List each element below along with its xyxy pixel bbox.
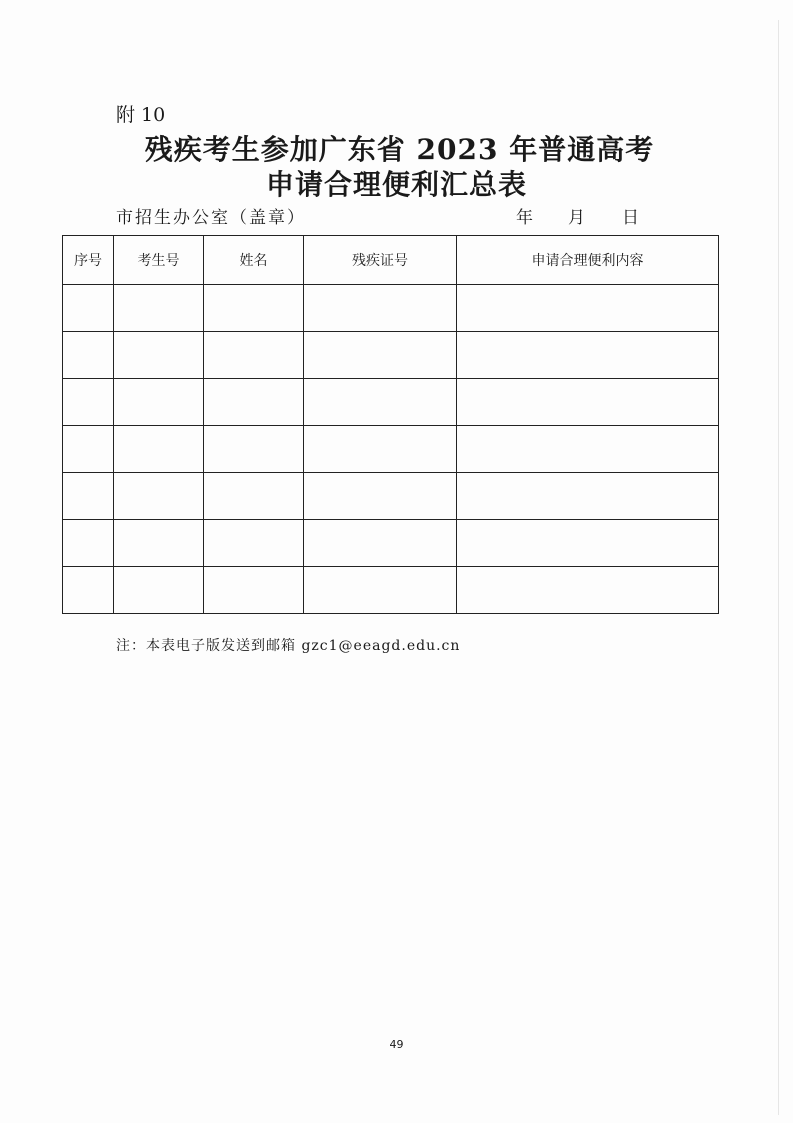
date-month-label: 月: [568, 208, 585, 228]
table-cell: [114, 332, 204, 379]
table-cell: [63, 426, 114, 473]
page-number: 49: [389, 1038, 404, 1051]
table-row: [63, 567, 719, 614]
table-row: [63, 379, 719, 426]
table-cell: [304, 520, 457, 567]
table-cell: [457, 426, 719, 473]
header-disability-certificate-number: 残疾证号: [304, 236, 457, 285]
table-cell: [114, 567, 204, 614]
table-cell: [304, 567, 457, 614]
table-cell: [457, 520, 719, 567]
table-cell: [63, 379, 114, 426]
table-header-row: [63, 236, 719, 285]
table-cell: [304, 473, 457, 520]
table-cell: [457, 473, 719, 520]
table-cell: [204, 473, 304, 520]
table-cell: [304, 379, 457, 426]
table-cell: [457, 379, 719, 426]
header-name: 姓名: [204, 236, 304, 285]
table-cell: [304, 332, 457, 379]
table-row: [63, 332, 719, 379]
document-title-line-2: 申请合理便利汇总表: [265, 168, 527, 201]
summary-table: [62, 235, 719, 614]
table-cell: [304, 426, 457, 473]
table-cell: [114, 285, 204, 332]
table-cell: [204, 379, 304, 426]
table-cell: [114, 426, 204, 473]
header-serial-number: 序号: [63, 236, 114, 285]
table-cell: [204, 567, 304, 614]
table-cell: [63, 332, 114, 379]
office-seal-label: 市招生办公室（盖章）: [116, 208, 306, 228]
annex-label: 附 10: [116, 104, 166, 126]
date-year-label: 年: [516, 208, 533, 228]
table-cell: [457, 567, 719, 614]
table-cell: [63, 567, 114, 614]
table-cell: [457, 332, 719, 379]
table-cell: [114, 379, 204, 426]
table-cell: [457, 285, 719, 332]
table-cell: [204, 426, 304, 473]
table-row: [63, 285, 719, 332]
table-cell: [63, 285, 114, 332]
header-accommodation-request: 申请合理便利内容: [457, 236, 719, 285]
header-candidate-number: 考生号: [114, 236, 204, 285]
table-cell: [204, 285, 304, 332]
table-cell: [63, 520, 114, 567]
table-cell: [114, 473, 204, 520]
footnote: 注：本表电子版发送到邮箱 gzc1@eeagd.edu.cn: [116, 638, 461, 654]
table-row: [63, 473, 719, 520]
table-cell: [304, 285, 457, 332]
table-row: [63, 520, 719, 567]
date-line: [516, 203, 639, 228]
date-day-label: 日: [622, 208, 639, 228]
table-row: [63, 426, 719, 473]
table-cell: [114, 520, 204, 567]
table-cell: [204, 520, 304, 567]
table-cell: [204, 332, 304, 379]
table-cell: [63, 473, 114, 520]
document-title-line-1: 残疾考生参加广东省 2023 年普通高考: [144, 133, 655, 166]
